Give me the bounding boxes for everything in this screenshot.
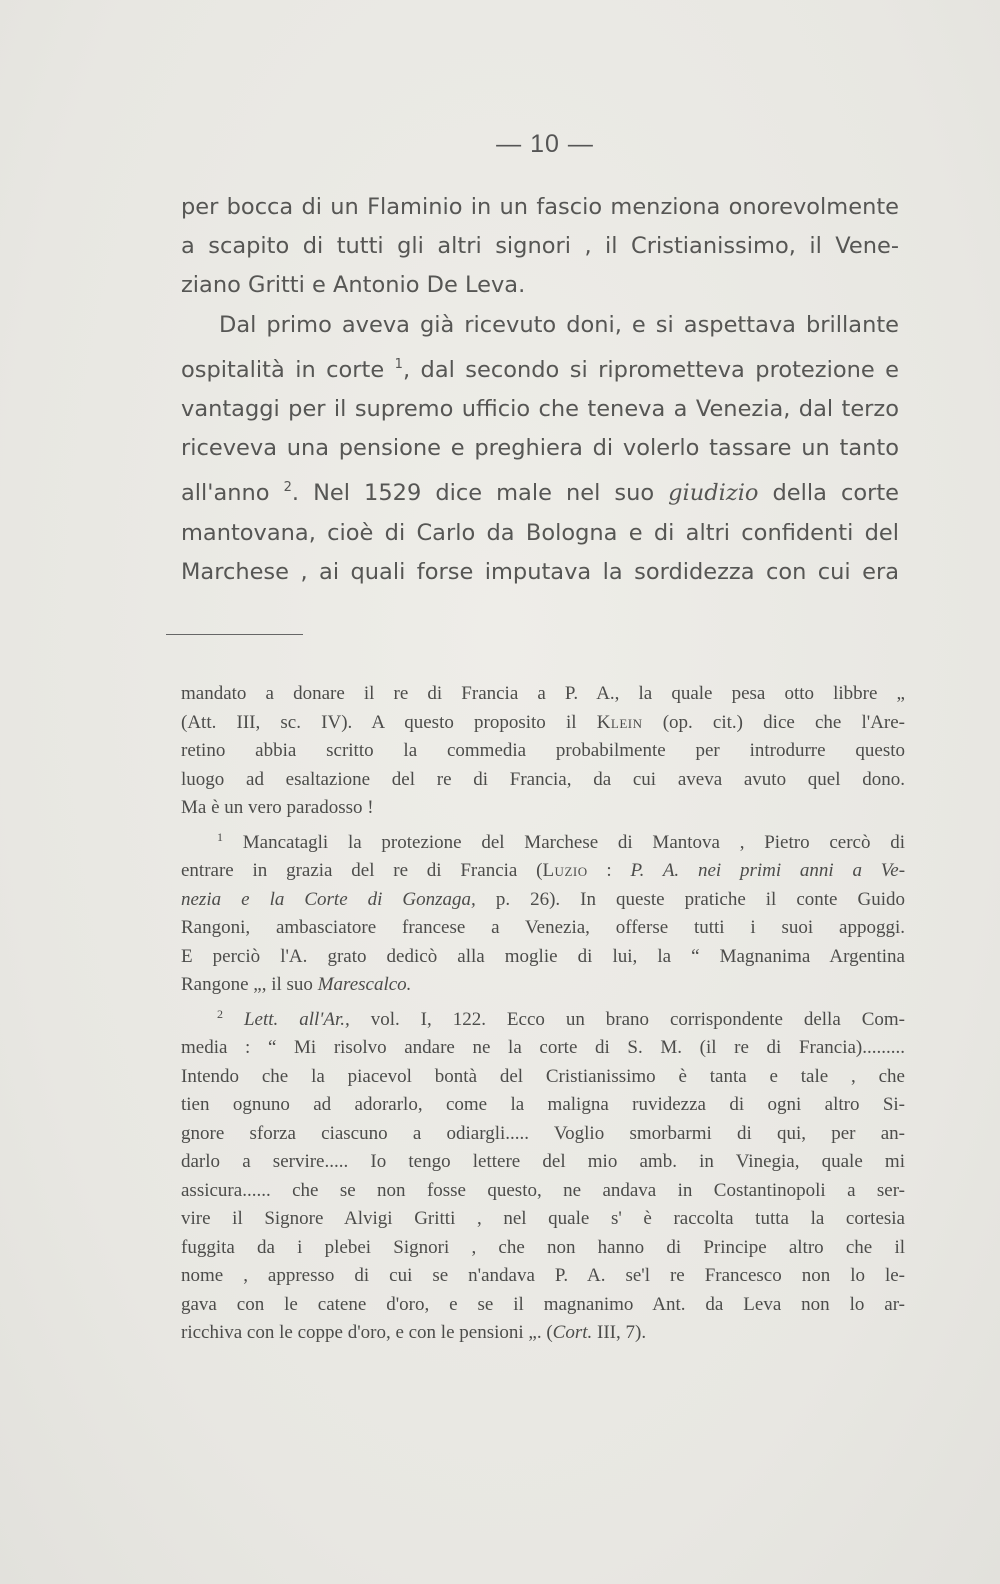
- text-fragment: , dal secondo si riprometteva protezione e: [402, 356, 899, 383]
- text-fragment: Mancatagli la protezione del Marchese di Mantova , Pietro cercò di: [242, 831, 905, 853]
- text-fragment: III, 7).: [597, 1322, 647, 1343]
- italic-word: giudizio: [668, 480, 759, 507]
- italic-title: nezia e la Corte di Gonzaga,: [181, 888, 476, 910]
- note-line: darlo a servire..... Io tengo lettere del mio amb. in Vinegia, quale mi: [181, 1151, 905, 1172]
- text-fragment: ricchiva con le coppe d'oro, e con le pensioni „. (: [181, 1322, 553, 1343]
- note-line: nome , appresso di cui se n'andava P. A. se'l re Francesco non lo le-: [181, 1265, 905, 1286]
- text-line: Marchese , ai quali forse imputava la sordidezza con cui era: [181, 558, 899, 585]
- italic-title: P. A. nei primi anni a Ve-: [630, 860, 906, 881]
- note-line: gava con le catene d'oro, e se il magnanimo Ant. da Leva non lo ar-: [181, 1293, 905, 1315]
- italic-title: Cort.: [552, 1322, 593, 1343]
- author-name: Luzio: [542, 860, 588, 881]
- text-line: [181, 345, 899, 390]
- footnote-ref-1: 1: [394, 356, 403, 372]
- note-line: [181, 823, 905, 858]
- note-line: tien ognuno ad adorarlo, come la maligna ruvidezza di ogni altro Si-: [181, 1094, 905, 1115]
- text-line: riceveva una pensione e preghiera di volerlo tassare un tanto: [181, 435, 899, 462]
- note-line: E perciò l'A. grato dedicò alla moglie di lui, la “ Magnanima Argentina: [181, 945, 905, 967]
- italic-title: Marescalco.: [317, 974, 412, 995]
- text-line: mantovana, cioè di Carlo da Bologna e di altri confidenti del: [181, 519, 899, 546]
- text-fragment: della corte: [772, 480, 900, 507]
- text-fragment: ospitalità in corte: [181, 356, 385, 383]
- text-line: per bocca di un Flaminio in un fascio menziona onorevolmente: [181, 194, 899, 220]
- note-line: vire il Signore Alvigi Gritti , nel quale s' è raccolta tutta la cortesia: [181, 1208, 905, 1229]
- note-line: Intendo che la piacevol bontà del Cristianissimo è tanta e tale , che: [181, 1065, 905, 1087]
- footnote-marker: 1: [217, 829, 223, 844]
- text-fragment: entrare in grazia del re di Francia (: [181, 860, 543, 881]
- note-line: gnore sforza ciascuno a odiargli..... Voglio smorbarmi di qui, per an-: [181, 1122, 905, 1144]
- text-line: [181, 468, 899, 513]
- main-text: [181, 188, 899, 592]
- text-line: a scapito di tutti gli altri signori , il Cristianissimo, il Vene-: [181, 233, 899, 260]
- text-fragment: (Att. III, sc. IV). A questo proposito il: [181, 711, 577, 733]
- note-line: retino abbia scritto la commedia probabilmente per introdurre questo: [181, 740, 905, 761]
- note-line: [181, 971, 905, 1000]
- footnote-2: [181, 1000, 905, 1348]
- text-fragment: Rangone „, il suo: [181, 974, 313, 995]
- note-line: [181, 857, 905, 886]
- note-line: [181, 1319, 905, 1348]
- page-number: — 10 —: [496, 130, 594, 158]
- text-fragment: vol. I, 122. Ecco un brano corrispondente della Com-: [370, 1008, 905, 1030]
- note-line: [181, 709, 905, 738]
- note-line: Ma è un vero paradosso !: [181, 797, 374, 818]
- note-line: assicura...... che se non fosse questo, ne andava in Costantinopoli a ser-: [181, 1179, 905, 1201]
- note-line: Rangoni, ambasciatore francese a Venezia, offerse tutti i suoi appoggi.: [181, 917, 905, 938]
- author-name: Klein: [596, 711, 643, 733]
- italic-title: Lett. all'Ar.,: [243, 1008, 350, 1030]
- text-fragment: . Nel 1529 dice male nel suo: [291, 480, 655, 507]
- footnote-ref-2: 2: [283, 480, 292, 496]
- footnote-marker: 2: [217, 1006, 223, 1021]
- note-line: mandato a donare il re di Francia a P. A., la quale pesa otto libbre „: [181, 683, 905, 704]
- note-line: [181, 886, 905, 915]
- text-fragment: all'anno: [181, 480, 270, 507]
- text-line: vantaggi per il supremo ufficio che teneva a Venezia, dal terzo: [181, 396, 899, 423]
- footnote-1: [181, 823, 905, 1000]
- note-line: fuggita da i plebei Signori , che non hanno di Principe altro che il: [181, 1236, 905, 1258]
- footnote-continued: [181, 680, 905, 823]
- text-fragment: p. 26). In queste pratiche il conte Guido: [495, 888, 905, 910]
- footnotes: [181, 680, 905, 1348]
- text-fragment: :: [606, 860, 612, 881]
- note-line: media : “ Mi risolvo andare ne la corte di S. M. (il re di Francia).........: [181, 1037, 905, 1058]
- note-line: [181, 1000, 905, 1035]
- text-line: Dal primo aveva già ricevuto doni, e si aspettava brillante: [219, 311, 899, 338]
- footnote-separator: [166, 634, 303, 635]
- text-line: ziano Gritti e Antonio De Leva.: [181, 272, 526, 299]
- text-fragment: (op. cit.) dice che l'Are-: [662, 711, 906, 733]
- note-line: luogo ad esaltazione del re di Francia, da cui aveva avuto quel dono.: [181, 768, 905, 790]
